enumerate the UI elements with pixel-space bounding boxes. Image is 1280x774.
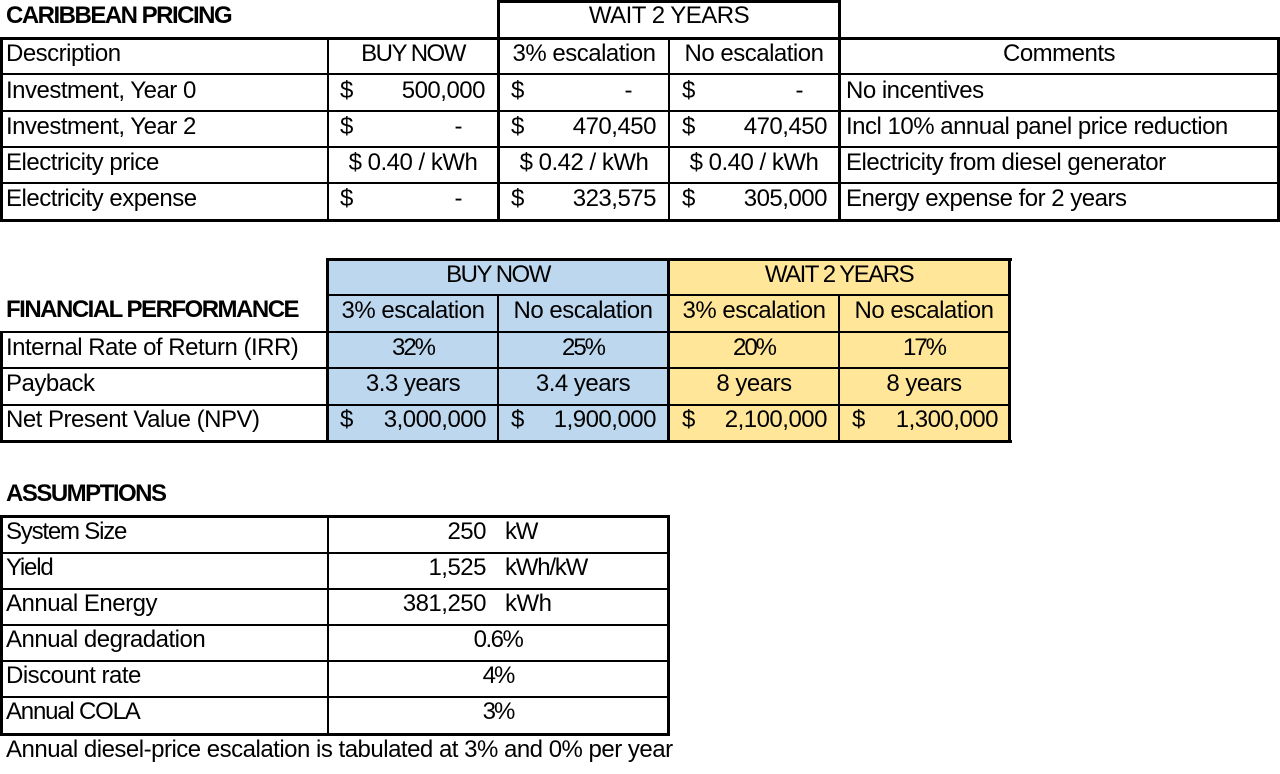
- perf-cell: 17%: [902, 334, 946, 361]
- perf-cell: 3.3 years: [365, 370, 461, 397]
- assumption-label: Yield: [6, 554, 53, 581]
- currency-symbol: $: [682, 406, 695, 433]
- pricing-cell: $ 0.42 / kWh: [519, 149, 649, 176]
- currency-symbol: $: [511, 77, 524, 104]
- perf-cell: 1,900,000: [553, 406, 656, 433]
- pricing-cell: 470,450: [572, 113, 656, 140]
- col-buy-now: BUY NOW: [361, 40, 465, 67]
- currency-symbol: $: [511, 113, 524, 140]
- pricing-row-label: Electricity expense: [6, 185, 197, 212]
- assumption-label: Annual degradation: [6, 626, 206, 653]
- perf-buy-header: BUY NOW: [446, 261, 550, 288]
- perf-cell: 32%: [391, 334, 435, 361]
- assumption-value: 4%: [482, 662, 514, 689]
- performance-title: FINANCIAL PERFORMANCE: [6, 296, 299, 323]
- perf-cell: 2,100,000: [724, 406, 827, 433]
- assumption-value: 0.6%: [473, 626, 523, 653]
- pricing-cell: -: [454, 185, 462, 212]
- currency-symbol: $: [340, 185, 353, 212]
- assumption-label: Annual Energy: [6, 590, 157, 617]
- perf-cell: 25%: [561, 334, 605, 361]
- perf-cell: 3,000,000: [383, 406, 486, 433]
- perf-col-noesc: No escalation: [513, 297, 653, 324]
- pricing-title: CARIBBEAN PRICING: [6, 2, 232, 29]
- col-esc: 3% escalation: [512, 40, 656, 67]
- perf-col-esc: 3% escalation: [682, 297, 826, 324]
- pricing-cell: 323,575: [572, 185, 656, 212]
- perf-cell: 20%: [732, 334, 776, 361]
- currency-symbol: $: [852, 406, 865, 433]
- pricing-comment: Electricity from diesel generator: [846, 149, 1166, 176]
- pricing-row-label: Investment, Year 0: [6, 77, 196, 104]
- pricing-comment: Energy expense for 2 years: [846, 185, 1127, 212]
- pricing-cell: -: [624, 77, 632, 104]
- currency-symbol: $: [340, 113, 353, 140]
- perf-row-label: Payback: [6, 370, 95, 397]
- assumption-value: 1,525: [428, 554, 486, 581]
- pricing-cell: 305,000: [743, 185, 827, 212]
- perf-row-label: Internal Rate of Return (IRR): [6, 334, 299, 361]
- assumption-unit: kW: [505, 518, 538, 545]
- perf-row-label: Net Present Value (NPV): [6, 406, 260, 433]
- pricing-wait-header: WAIT 2 YEARS: [588, 2, 750, 29]
- currency-symbol: $: [340, 406, 353, 433]
- footnote: Annual diesel-price escalation is tabulated at 3% and 0% per year: [6, 736, 673, 763]
- col-description: Description: [6, 40, 121, 67]
- pricing-row-label: Electricity price: [6, 149, 159, 176]
- assumption-unit: kWh/kW: [505, 554, 588, 581]
- perf-col-esc: 3% escalation: [341, 297, 485, 324]
- pricing-cell: 500,000: [401, 77, 485, 104]
- pricing-cell: $ 0.40 / kWh: [348, 149, 478, 176]
- currency-symbol: $: [682, 77, 695, 104]
- assumptions-title: ASSUMPTIONS: [6, 480, 166, 507]
- assumption-label: Discount rate: [6, 662, 141, 689]
- pricing-cell: -: [795, 77, 803, 104]
- col-noesc: No escalation: [684, 40, 824, 67]
- perf-cell: 1,300,000: [895, 406, 998, 433]
- assumption-label: Annual COLA: [6, 698, 140, 725]
- perf-wait-header: WAIT 2 YEARS: [764, 261, 914, 288]
- currency-symbol: $: [511, 185, 524, 212]
- col-comments: Comments: [1002, 40, 1116, 67]
- assumption-value: 3%: [482, 698, 514, 725]
- perf-cell: 8 years: [716, 370, 792, 397]
- currency-symbol: $: [511, 406, 524, 433]
- assumption-value: 381,250: [402, 590, 486, 617]
- currency-symbol: $: [340, 77, 353, 104]
- pricing-cell: $ 0.40 / kWh: [689, 149, 819, 176]
- assumption-value: 250: [447, 518, 486, 545]
- perf-cell: 3.4 years: [535, 370, 631, 397]
- perf-cell: 8 years: [886, 370, 962, 397]
- assumption-unit: kWh: [505, 590, 552, 617]
- pricing-row-label: Investment, Year 2: [6, 113, 196, 140]
- assumption-label: System Size: [6, 518, 127, 545]
- currency-symbol: $: [682, 113, 695, 140]
- pricing-cell: -: [454, 113, 462, 140]
- perf-col-noesc: No escalation: [854, 297, 994, 324]
- currency-symbol: $: [682, 185, 695, 212]
- pricing-comment: No incentives: [846, 77, 984, 104]
- pricing-cell: 470,450: [743, 113, 827, 140]
- pricing-comment: Incl 10% annual panel price reduction: [846, 113, 1228, 140]
